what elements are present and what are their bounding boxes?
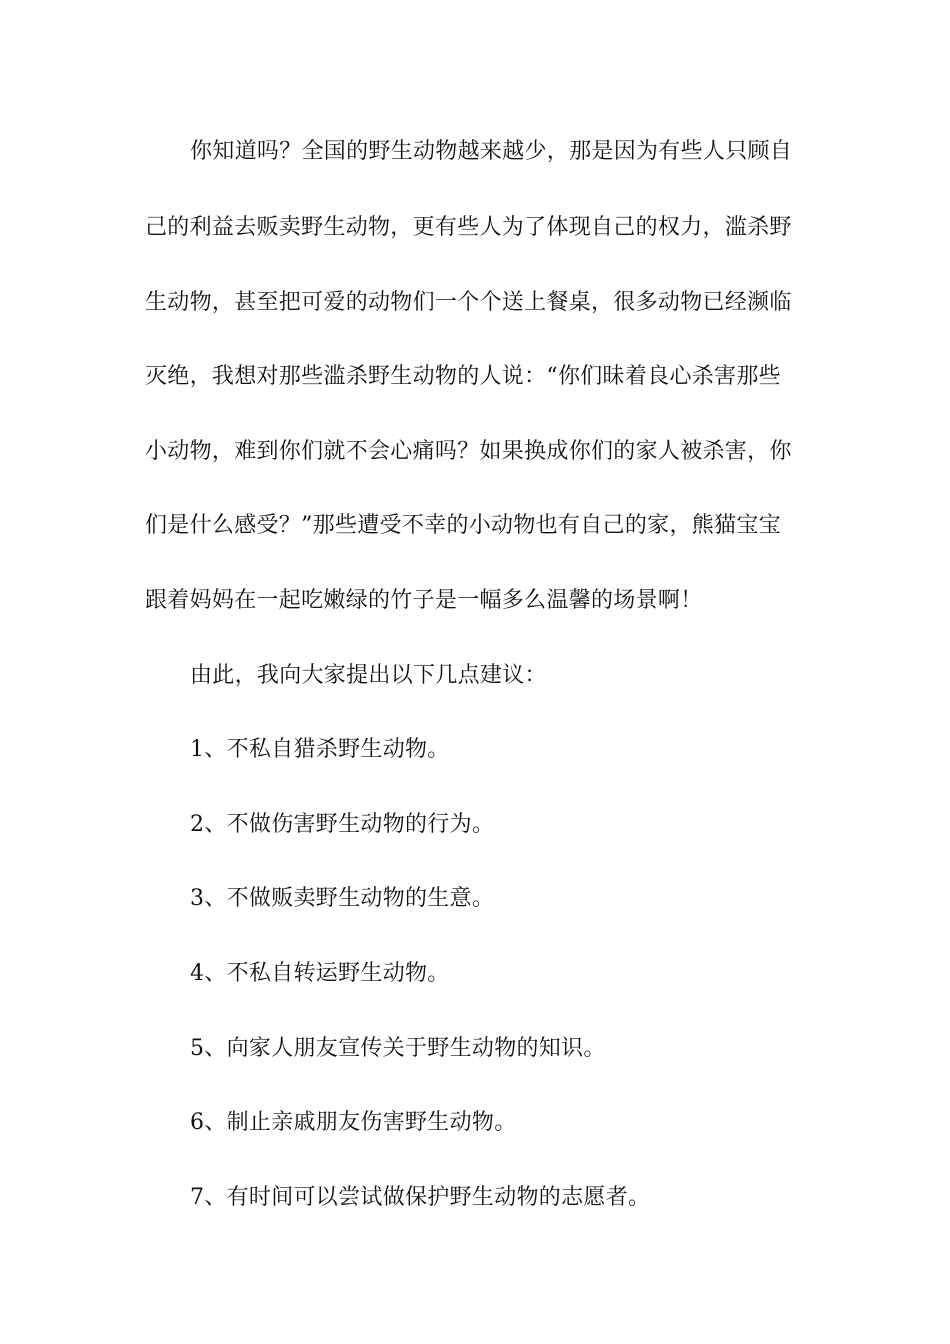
- suggestion-item: 6、制止亲戚朋友伤害野生动物。: [190, 1110, 517, 1135]
- suggestion-item: 2、不做伤害野生动物的行为。: [190, 812, 495, 837]
- suggestion-item: 1、不私自猎杀野生动物。: [190, 737, 450, 762]
- paragraph-line: 灭绝，我想对那些滥杀野生动物的人说：“你们昧着良心杀害那些: [145, 364, 781, 389]
- paragraph-line: 小动物，难到你们就不会心痛吗？如果换成你们的家人被杀害，你: [145, 439, 792, 464]
- suggestion-item: 7、有时间可以尝试做保护野生动物的志愿者。: [190, 1185, 651, 1210]
- paragraph-line: 己的利益去贩卖野生动物，更有些人为了体现自己的权力，滥杀野: [145, 215, 792, 240]
- paragraph-line: 生动物，甚至把可爱的动物们一个个送上餐桌，很多动物已经濒临: [145, 290, 792, 315]
- paragraph-line: 们是什么感受？”那些遭受不幸的小动物也有自己的家，熊猫宝宝: [145, 513, 781, 538]
- paragraph-line: 你知道吗？全国的野生动物越来越少，那是因为有些人只顾自: [190, 139, 793, 164]
- paragraph-line: 跟着妈妈在一起吃嫩绿的竹子是一幅多么温馨的场景啊！: [145, 588, 703, 613]
- suggestion-item: 4、不私自转运野生动物。: [190, 961, 450, 986]
- suggestions-intro: 由此，我向大家提出以下几点建议：: [190, 663, 547, 688]
- suggestion-item: 5、向家人朋友宣传关于野生动物的知识。: [190, 1036, 606, 1061]
- suggestion-item: 3、不做贩卖野生动物的生意。: [190, 886, 495, 911]
